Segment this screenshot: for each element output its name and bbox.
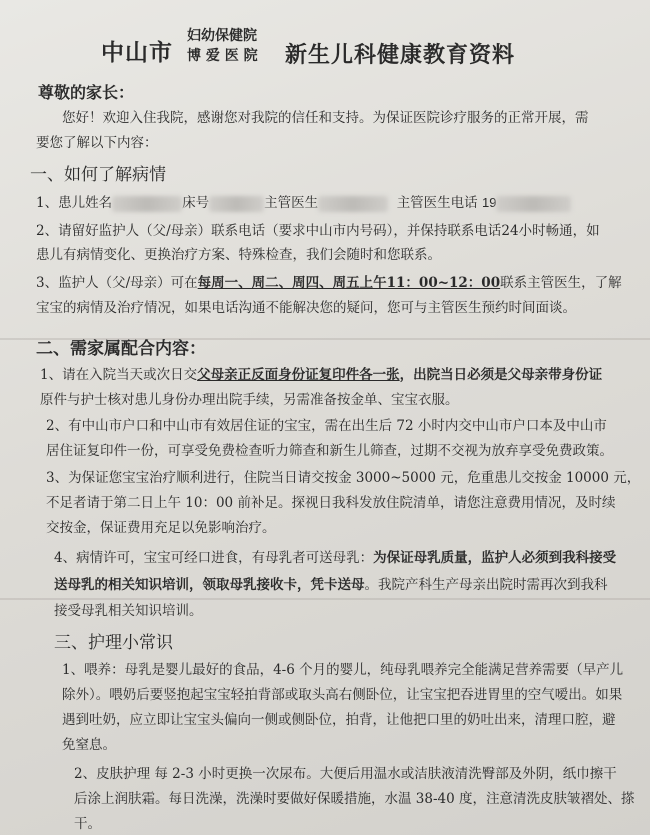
item-4-bold-2: 送母乳的相关知识培训，领取母乳接收卡，凭卡送母 [54,577,365,593]
intro-line-1: 您好！欢迎入住我院，感谢您对我院的信任和支持。为保证医院诊疗服务的正常开展，需 [62,110,589,126]
section-3-item-1-line-2: 除外）。喂奶后要竖抱起宝宝轻拍背部或取头高右侧卧位，让宝宝把吞进胃里的空气嗳出。如果 [62,687,623,703]
id-copy-requirement: 父母亲正反面身份证复印件各一张 [197,367,400,383]
section-3-item-2-line-3: 干。 [74,816,101,832]
section-3-title: 三、护理小常识 [54,633,173,653]
intro-line-2: 要您了解以下内容： [36,135,158,151]
redacted-bed-number [209,196,264,212]
section-2-item-4-line-3: 接受母乳相关知识培训。 [54,603,203,619]
section-2-item-3-line-3: 交按金，保证费用充足以免影响治疗。 [46,520,276,536]
document-header [95,22,615,74]
section-1-item-1 [36,191,571,212]
section-1-item-3-line-1 [36,271,622,291]
redacted-phone-number [496,196,571,212]
section-2-item-3-line-1: 3、为保证您宝宝治疗顺利进行，住院当日请交按金 3000~5000 元，危重患儿交按金 10000 元， [46,470,641,486]
redacted-patient-name [112,196,182,212]
greeting: 尊敬的家长： [38,83,135,102]
section-2-item-2-line-2: 居住证复印件一份，可享受免费检查听力筛查和新生儿筛查，过期不交视为放弃享受免费政策。 [46,443,613,459]
section-3-item-2-line-2: 后涂上润肤霜。每日洗澡，洗澡时要做好保暖措施，水温 38-40 度，注意清洗皮肤皱褶处、搽 [74,791,635,807]
document-title: 新生儿科健康教育资料 [285,42,516,68]
item-1-part-3: ，出院当日必须是父母亲带身份证 [399,367,603,383]
section-3-item-1-line-4: 免窒息。 [62,737,116,753]
section-1-item-3-line-2: 宝宝的病情及治疗情况，如果电话沟通不能解决您的疑问，您可与主管医生预约时间面谈。 [36,300,576,316]
section-2-item-1-line-2: 原件与护士核对患儿身份办理出院手续，另需准备按金单、宝宝衣服。 [40,392,459,408]
header-city: 中山市 [101,39,173,66]
header-hospital [187,26,258,66]
section-2-title: 二、需家属配合内容： [36,339,206,359]
section-3-item-1-line-3: 遇到吐奶，应立即让宝宝头偏向一侧或侧卧位，拍背，让他把口里的奶吐出来，清理口腔，避 [62,712,616,728]
section-1-item-2-line-2: 患儿有病情变化、更换治疗方案、特殊检查，我们会随时和您联系。 [36,247,441,263]
doctor-label: 主管医生 [264,195,319,211]
item-1-part-1: 1、请在入院当天或次日交 [40,367,198,383]
item-3-suffix: 联系主管医生，了解 [500,275,622,291]
section-2-item-1-line-1 [40,363,602,383]
item-4-suffix: 。我院产科生产母亲出院时需再次到我科 [364,577,608,593]
bed-label: 床号 [182,195,210,211]
section-2-item-3-line-2: 不足者请于第二日上午 10：00 前补足。探视日我科发放住院清单，请您注意费用情况，及时续 [46,495,616,511]
doctor-phone-value: 19 [481,195,497,210]
header-hospital-line1: 妇幼保健院 [187,28,257,44]
section-1-item-2-line-1: 2、请留好监护人（父/母亲）联系电话（要求中山市内号码），并保持联系电话24小时畅通，如 [36,223,600,239]
item-4-prefix: 4、病情许可，宝宝可经口进食，有母乳者可送母乳： [54,550,374,566]
redacted-doctor-name [318,196,388,212]
contact-schedule: 每周一、周二、周四、周五上午11：00~12：00 [197,275,501,291]
section-2-item-4-line-2 [54,573,608,593]
item-3-prefix: 3、监护人（父/母亲）可在 [36,275,198,291]
patient-name-label: 1、患儿姓名 [36,195,113,211]
section-3-item-2-line-1: 2、皮肤护理 每 2-3 小时更换一次尿布。大便后用温水或洁肤液清洗臀部及外阴，纸巾擦干 [74,766,617,782]
section-3-item-1-line-1: 1、喂养：母乳是婴儿最好的食品，4-6 个月的婴儿，纯母乳喂养完全能满足营养需要（早产儿 [62,662,624,678]
doctor-phone-label: 主管医生电话 [396,195,478,211]
section-2-item-2-line-1: 2、有中山市户口和中山市有效居住证的宝宝，需在出生后 72 小时内交中山市户口本及中山市 [46,418,607,434]
item-4-bold-1: 为保证母乳质量，监护人必须到我科接受 [373,550,617,566]
section-1-title: 一、如何了解病情 [30,165,166,185]
header-hospital-line2: 博 爱 医 院 [187,48,258,64]
section-2-item-4-line-1 [54,546,616,566]
